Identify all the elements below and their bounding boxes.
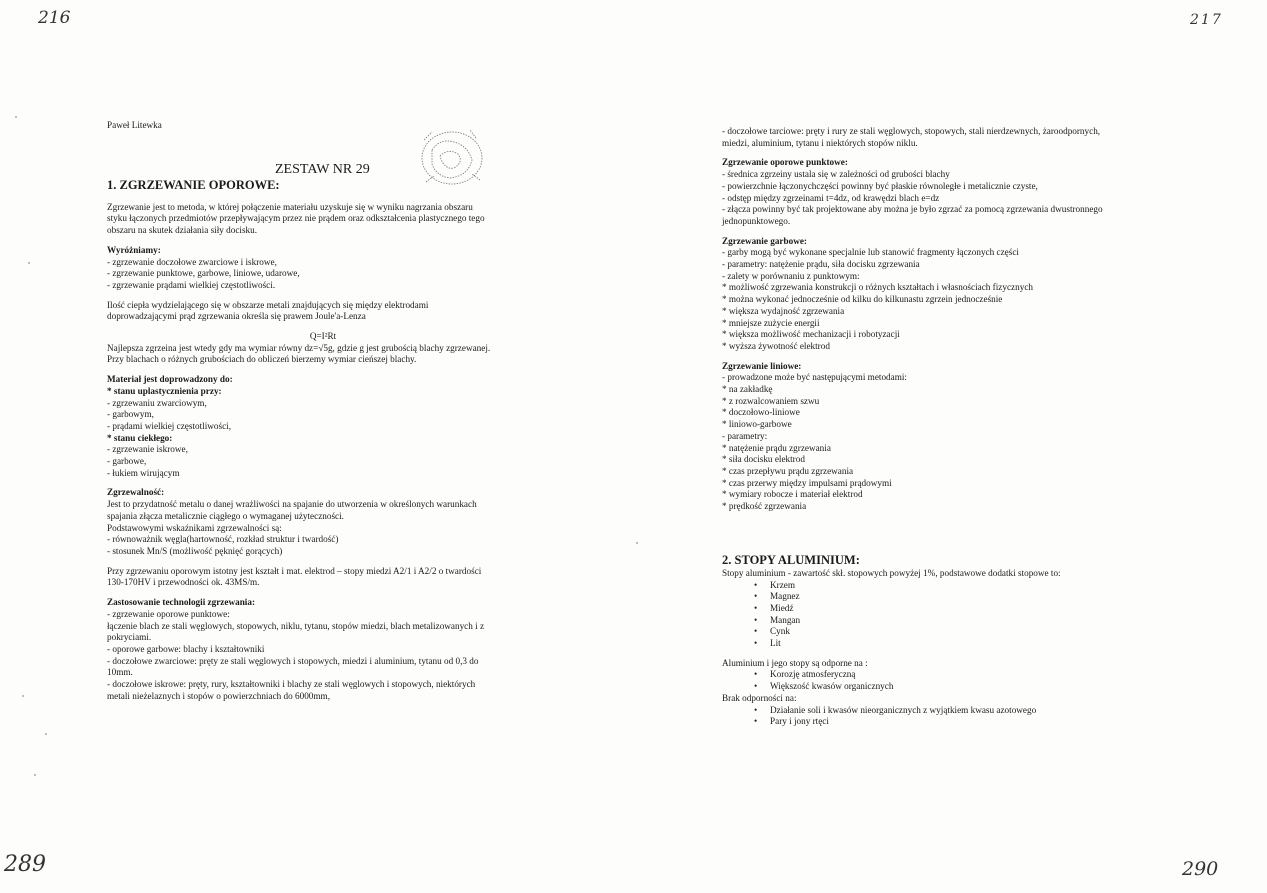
list-item: * czas przerwy między impulsami prądowymi — [722, 477, 892, 488]
list-item: - powierzchnie łączonychczęści powinny być płaskie równoległe i metalicznie czyste, — [722, 180, 1038, 191]
list-item: * wyższa żywotność elektrod — [722, 340, 830, 351]
list-item: - garby mogą być wykonane specjalnie lub stanowić fragmenty łączonych części — [722, 247, 1019, 258]
list-item: * możliwość zgrzewania konstrukcji o różnych kształtach i własnościach fizycznych — [722, 282, 1033, 293]
list-item: - parametry: natężenie prądu, siła docisku zgrzewania — [722, 259, 920, 270]
list-item: - garbowe, — [107, 456, 147, 467]
aluminium-intro: Stopy aluminium - zawartość skł. stopowych powyżej 1%, podstawowe dodatki stopowe to: — [722, 567, 1061, 578]
non-resistant-heading: Brak odporności na: — [722, 692, 797, 703]
list-item: * natężenie prądu zgrzewania — [722, 442, 831, 453]
list-item: * doczołowo-liniowe — [722, 407, 800, 418]
list-item: - średnica zgrzeiny ustala się w zależności od grubości blachy — [722, 169, 950, 180]
list-item: - garbowym, — [107, 409, 154, 420]
list-item: - parametry: — [722, 430, 768, 441]
weldability-line: spajania złącza metalicznie ciągłego o wymaganej użyteczności. — [107, 510, 344, 521]
application-line: - oporowe garbowe: blachy i kształtowniki — [107, 643, 265, 654]
list-item: • Korozję atmosferyczną — [738, 669, 1154, 681]
electrode-line: 130-170HV i przewodności ok. 43MS/m. — [107, 577, 260, 588]
left-page — [107, 120, 539, 702]
list-item: * można wykonać jednocześnie od kilku do kilkunastu zgrzein jednocześnie — [722, 294, 1003, 305]
application-line: metali nieżelaznych i stopów o powierzchniach do 6000mm, — [107, 690, 330, 701]
list-item: - zgrzewanie iskrowe, — [107, 444, 188, 455]
list-item: - złącza powinny być tak projektowane aby można je było zgrzać za pomocą zgrzewania dwustronnego — [722, 204, 1103, 215]
intro-line: obszaru na skutek działania siły docisku. — [107, 225, 258, 236]
list-item: * siła docisku elektrod — [722, 454, 805, 465]
list-item: * na zakładkę — [722, 384, 773, 395]
seam-welding-heading: Zgrzewanie liniowe: — [722, 360, 802, 371]
list-item: * wymiary robocze i materiał elektrod — [722, 489, 863, 500]
weldability-line: Podstawowymi wskaźnikami zgrzewalności są: — [107, 522, 282, 533]
alloy-addition: • Lit — [738, 638, 1154, 650]
weldability-heading: Zgrzewalność: — [107, 487, 165, 498]
application-line: pokryciami. — [107, 632, 152, 643]
list-item: • Pary i jony rtęci — [738, 716, 1154, 728]
application-heading: Zastosowanie technologii zgrzewania: — [107, 597, 256, 608]
list-item: - zgrzewanie doczołowe zwarciowe i iskrowe, — [107, 256, 277, 267]
page-number-bottom-left: 289 — [4, 852, 46, 877]
spot-welding-heading: Zgrzewanie oporowe punktowe: — [722, 157, 848, 168]
weldability-line: Jest to przydatność metalu o danej wrażliwości na spajanie do utworzenia w określonych warunkach — [107, 499, 477, 510]
list-item: * stanu uplastycznienia przy: — [107, 385, 222, 396]
list-item: * czas przepływu prądu zgrzewania — [722, 465, 854, 476]
set-title: ZESTAW NR 29 — [275, 161, 370, 177]
alloy-addition: • Krzem — [738, 580, 1154, 592]
alloy-addition: • Miedź — [738, 603, 1154, 615]
projection-welding-heading: Zgrzewanie garbowe: — [722, 235, 807, 246]
list-item: * większa wydajność zgrzewania — [722, 305, 845, 316]
list-item: - prądami wielkiej częstotliwości, — [107, 420, 231, 431]
list-item: • Działanie soli i kwasów nieorganicznych z wyjątkiem kwasu azotowego — [738, 705, 1154, 717]
author: Paweł Litewka — [107, 120, 162, 130]
list-item: * z rozwalcowaniem szwu — [722, 395, 820, 406]
application-line: - doczołowe zwarciowe: pręty ze stali węglowych i stopowych, miedzi i aluminium, tytanu od 0,3 do — [107, 655, 479, 666]
material-heading: Materiał jest doprowadzony do: — [107, 374, 233, 385]
list-item: * prędkość zgrzewania — [722, 501, 807, 512]
list-item: * liniowo-garbowe — [722, 419, 792, 430]
joule-lenz-formula: Q=I²Rt — [309, 331, 337, 342]
intro-line: Zgrzewanie jest to metoda, w której połączenie materiału uzyskuje się w wyniku nagrzania obszaru — [107, 201, 473, 212]
friction-line: - doczołowe tarciowe: pręty i rury ze stali węglowych, stopowych, stali nierdzewnych, żaroodpornych, — [722, 126, 1101, 136]
heat-text-line: Ilość ciepła wydzielającego się w obszarze metali znajdujących się między elektrodami — [107, 299, 429, 310]
best-weld-line: Najlepsza zgrzeina jest wtedy gdy ma wymiar równy dz=√5g, gdzie g jest grubością blachy zgrzewanej. — [107, 342, 491, 353]
list-item: - łukiem wirującym — [107, 467, 180, 478]
list-item: jednopunktowego. — [722, 215, 791, 226]
list-item: - zgrzewaniu zwarciowym, — [107, 397, 207, 408]
list-item: - prowadzone może być następującymi metodami: — [722, 372, 907, 383]
application-line: - doczołowe iskrowe: pręty, rury, kształtowniki i blachy ze stali węglowych i stopowych, niektórych — [107, 679, 476, 690]
list-item: * stanu ciekłego: — [107, 432, 173, 443]
best-weld-line: Przy blachach o różnych grubościach do obliczeń bierzemy wymiar cieńszej blachy. — [107, 354, 417, 365]
weldability-line: - stosunek Mn/S (możliwość pęknięć gorących) — [107, 545, 283, 556]
page-number-top-right: 217 — [1190, 12, 1223, 28]
right-page — [722, 126, 1154, 728]
page-number-top-left: 216 — [38, 8, 71, 28]
list-item: - zalety w porównaniu z punktowym: — [722, 270, 860, 281]
electrode-line: Przy zgrzewaniu oporowym istotny jest kształt i mat. elektrod – stopy miedzi A2/1 i A2/2 o twardości — [107, 565, 482, 576]
list-item: * większa możliwość mechanizacji i robotyzacji — [722, 329, 900, 340]
friction-line: miedzi, aluminium, tytanu i niektórych stopów niklu. — [722, 137, 918, 148]
section-title-aluminium: 2. STOPY ALUMINIUM: — [722, 552, 860, 567]
alloy-addition: • Magnez — [738, 591, 1154, 603]
list-item: * mniejsze zużycie energii — [722, 317, 820, 328]
list-item: - odstęp między zgrzeinami t=4dz, od krawędzi blach e=dz — [722, 192, 940, 203]
alloy-addition: • Mangan — [738, 615, 1154, 627]
list-item: - zgrzewanie prądami wielkiej częstotliwości. — [107, 279, 276, 290]
section-title-resistance-welding: 1. ZGRZEWANIE OPOROWE: — [107, 177, 280, 192]
alloy-addition: • Cynk — [738, 626, 1154, 638]
resistant-heading: Aluminium i jego stopy są odporne na : — [722, 657, 868, 668]
intro-line: styku łączonych przedmiotów przepływającym przez nie prądem oraz odkształcenia plastycznego tego — [107, 213, 485, 224]
heat-text-line: doprowadzającymi prąd zgrzewania określa się prawem Joule'a-Lenza — [107, 311, 366, 322]
list-item: - zgrzewanie punktowe, garbowe, liniowe, udarowe, — [107, 268, 300, 279]
application-line: łączenie blach ze stali węglowych, stopowych, niklu, tytanu, stopów miedzi, blach metalizowanych i z — [107, 620, 485, 631]
page-number-bottom-right: 290 — [1182, 858, 1219, 880]
weldability-line: - równoważnik węgla(hartowność, rozkład struktur i twardość) — [107, 534, 339, 545]
application-line: 10mm. — [107, 667, 133, 678]
application-line: - zgrzewanie oporowe punktowe: — [107, 608, 230, 619]
list-item: • Większość kwasów organicznych — [738, 681, 1154, 693]
distinguish-heading: Wyróżniamy: — [107, 244, 161, 255]
